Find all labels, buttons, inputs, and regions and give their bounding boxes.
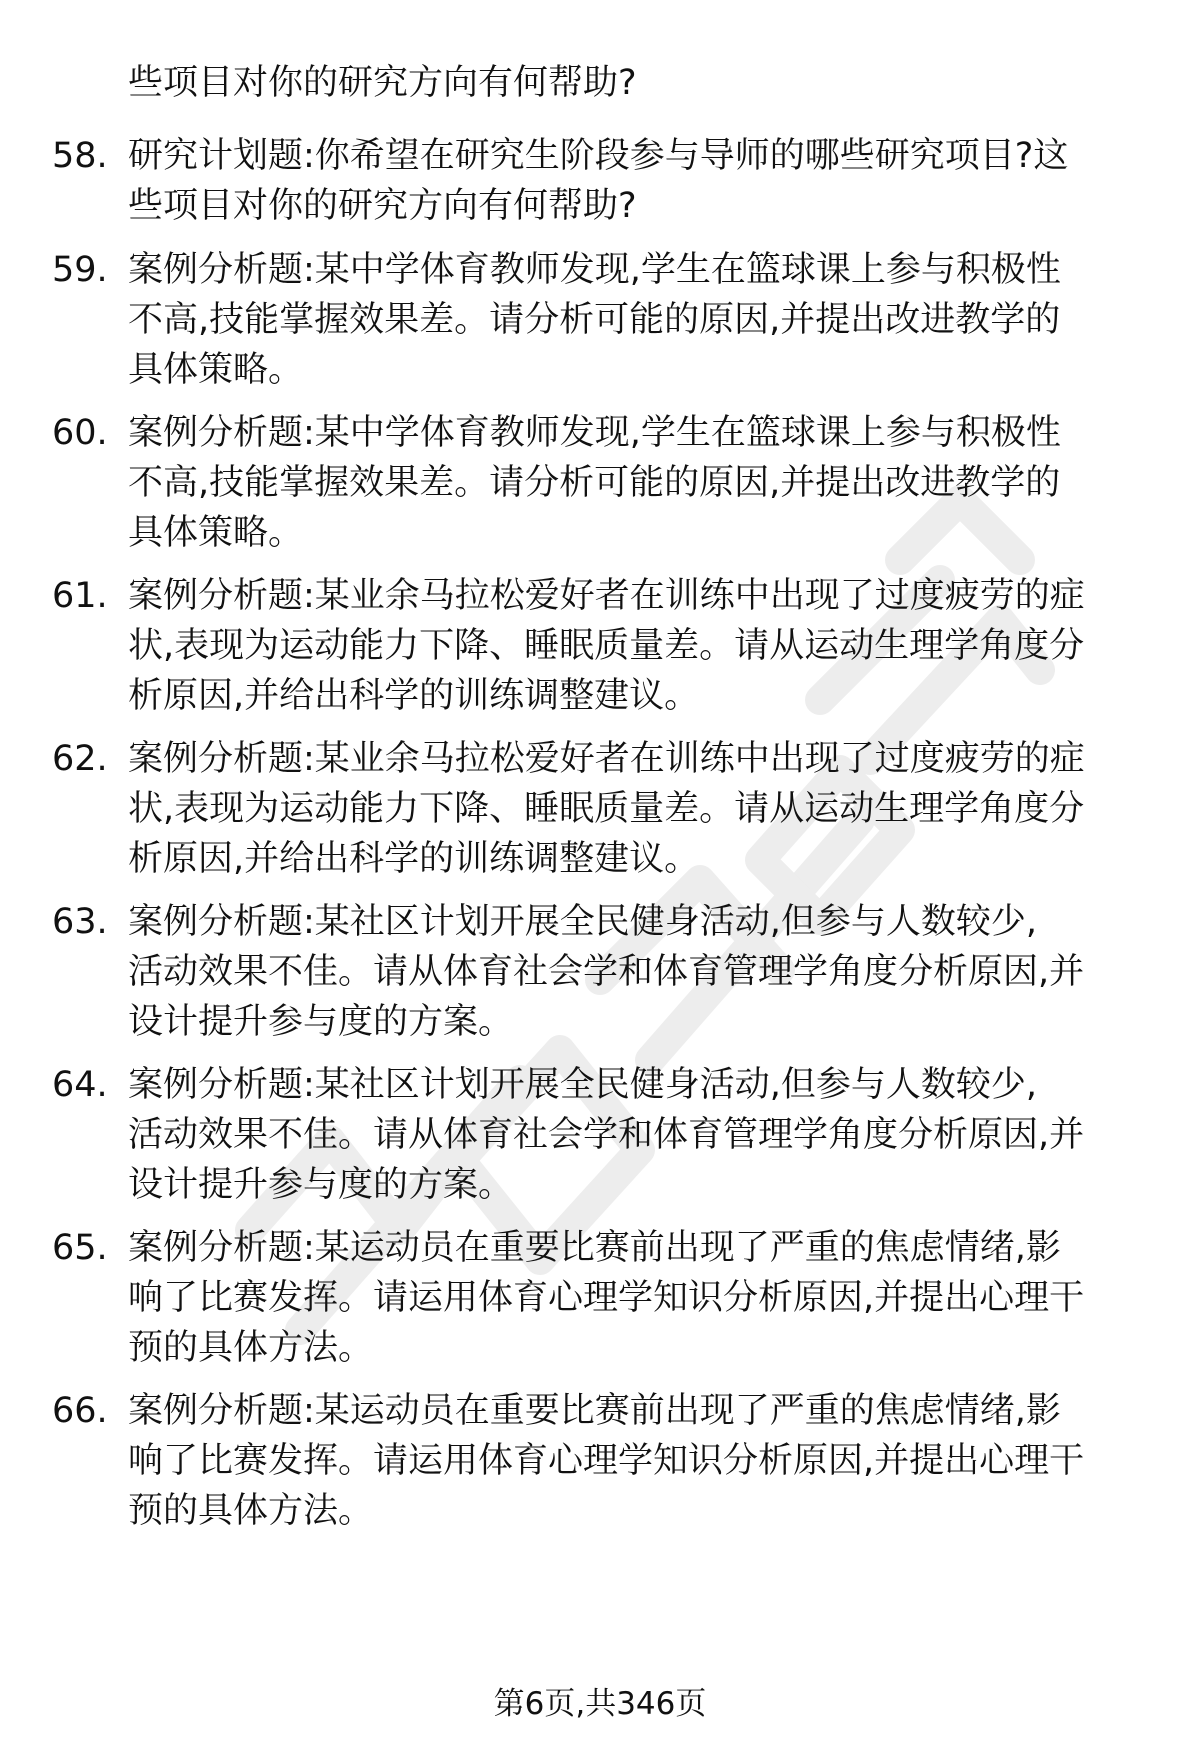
question-number: 59. [52, 250, 108, 290]
question-text [128, 245, 1138, 395]
question-line: 些项目对你的研究方向有何帮助? [128, 186, 637, 226]
question-number: 65. [52, 1228, 108, 1268]
question-line: 预的具体方法。 [128, 1328, 374, 1368]
question-line: 状,表现为运动能力下降、睡眠质量差。请从运动生理学角度分 [128, 789, 1085, 829]
question-line: 不高,技能掌握效果差。请分析可能的原因,并提出改进教学的 [128, 463, 1061, 503]
question-number: 61. [52, 576, 108, 616]
question-line: 案例分析题:某中学体育教师发现,学生在篮球课上参与积极性 [128, 413, 1061, 453]
question-line: 案例分析题:某社区计划开展全民健身活动,但参与人数较少, [128, 1065, 1038, 1105]
question-line: 案例分析题:某业余马拉松爱好者在训练中出现了过度疲劳的症 [128, 576, 1085, 616]
question-line: 具体策略。 [128, 350, 304, 390]
question-line: 响了比赛发挥。请运用体育心理学知识分析原因,并提出心理干 [128, 1278, 1085, 1318]
question-text [128, 897, 1138, 1047]
question-text [128, 131, 1138, 231]
question-line: 案例分析题:某中学体育教师发现,学生在篮球课上参与积极性 [128, 250, 1061, 290]
question-number: 64. [52, 1065, 108, 1105]
page-footer: 第6页,共346页 [493, 1686, 707, 1722]
question-line: 设计提升参与度的方案。 [128, 1165, 514, 1205]
question-line: 案例分析题:某社区计划开展全民健身活动,但参与人数较少, [128, 902, 1038, 942]
question-text [128, 408, 1138, 558]
question-number: 60. [52, 413, 108, 453]
continued-question-text: 些项目对你的研究方向有何帮助? [128, 63, 637, 103]
question-line: 案例分析题:某运动员在重要比赛前出现了严重的焦虑情绪,影 [128, 1228, 1061, 1268]
question-line: 案例分析题:某运动员在重要比赛前出现了严重的焦虑情绪,影 [128, 1391, 1061, 1431]
question-line: 析原因,并给出科学的训练调整建议。 [128, 839, 700, 879]
question-line: 设计提升参与度的方案。 [128, 1002, 514, 1042]
question-line: 活动效果不佳。请从体育社会学和体育管理学角度分析原因,并 [128, 952, 1085, 992]
question-line: 响了比赛发挥。请运用体育心理学知识分析原因,并提出心理干 [128, 1441, 1085, 1481]
question-text [128, 571, 1138, 721]
question-text [128, 1386, 1138, 1536]
question-number: 66. [52, 1391, 108, 1431]
question-line: 具体策略。 [128, 513, 304, 553]
question-line: 案例分析题:某业余马拉松爱好者在训练中出现了过度疲劳的症 [128, 739, 1085, 779]
question-number: 62. [52, 739, 108, 779]
question-line: 预的具体方法。 [128, 1491, 374, 1531]
question-number: 58. [52, 136, 108, 176]
question-line: 活动效果不佳。请从体育社会学和体育管理学角度分析原因,并 [128, 1115, 1085, 1155]
question-line: 析原因,并给出科学的训练调整建议。 [128, 676, 700, 716]
question-text [128, 734, 1138, 884]
question-number: 63. [52, 902, 108, 942]
question-line: 研究计划题:你希望在研究生阶段参与导师的哪些研究项目?这 [128, 136, 1069, 176]
question-text [128, 1223, 1138, 1373]
question-text [128, 1060, 1138, 1210]
question-line: 不高,技能掌握效果差。请分析可能的原因,并提出改进教学的 [128, 300, 1061, 340]
question-line: 状,表现为运动能力下降、睡眠质量差。请从运动生理学角度分 [128, 626, 1085, 666]
